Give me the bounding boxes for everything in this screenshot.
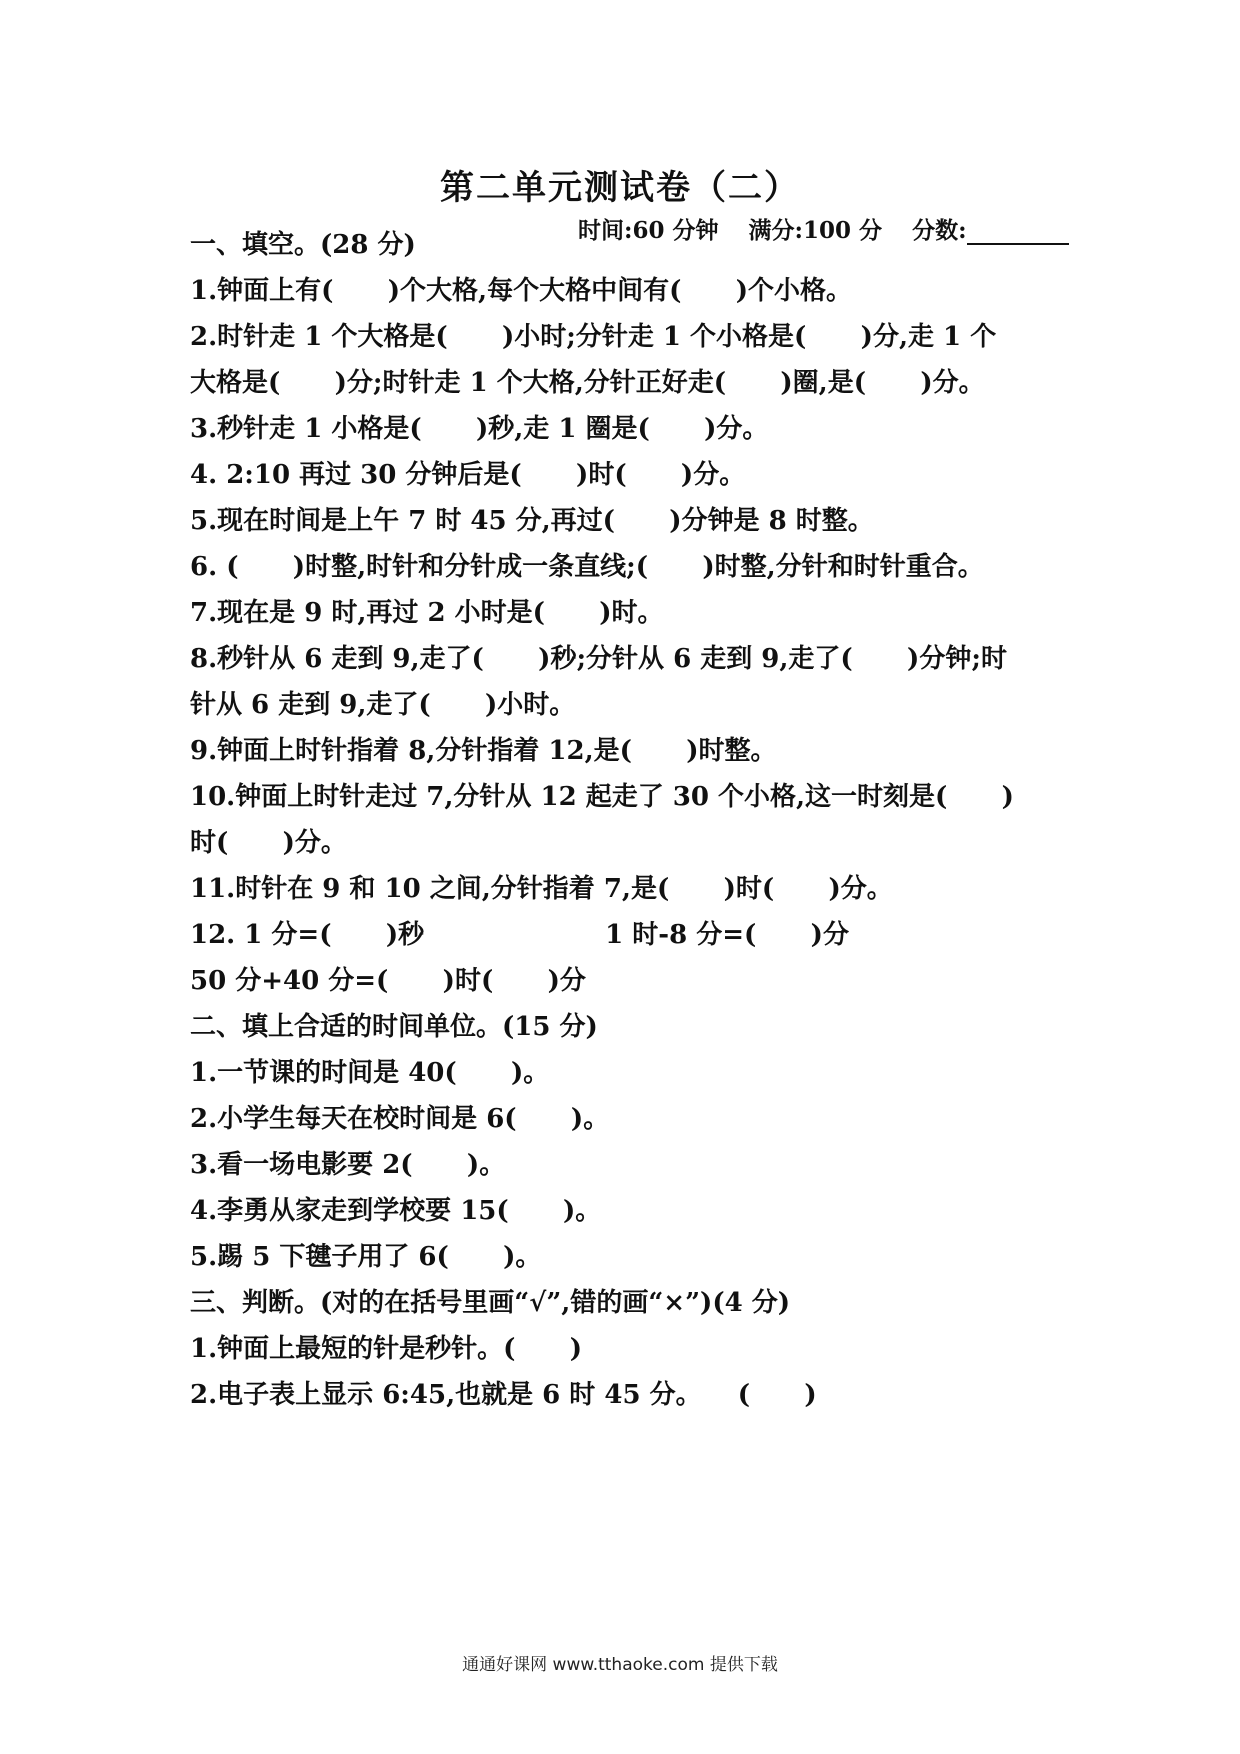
question-line: 2.电子表上显示 6:45,也就是 6 时 45 分。 ( )	[190, 1380, 817, 1410]
section-heading: 三、判断。(对的在括号里画“√”,错的画“×”)(4 分)	[190, 1288, 791, 1318]
question-line: 1.钟面上最短的针是秒针。( )	[190, 1334, 583, 1364]
question-line: 6. ( )时整,时针和分针成一条直线;( )时整,分针和时针重合。	[190, 552, 984, 582]
footer-credit: 通通好课网 www.tthaoke.com 提供下载	[462, 1655, 778, 1675]
question-line: 5.踢 5 下毽子用了 6( )。	[190, 1242, 542, 1272]
question-line: 2.时针走 1 个大格是( )小时;分针走 1 个小格是( )分,走 1 个	[190, 322, 997, 352]
question-line: 12. 1 分=( )秒 1 时-8 分=( )分	[190, 920, 849, 950]
question-line: 大格是( )分;时针走 1 个大格,分针正好走( )圈,是( )分。	[190, 368, 985, 398]
exam-meta	[578, 212, 1069, 245]
section-heading: 二、填上合适的时间单位。(15 分)	[190, 1012, 598, 1042]
question-line: 8.秒针从 6 走到 9,走了( )秒;分针从 6 走到 9,走了( )分钟;时	[190, 644, 1007, 674]
question-line: 3.秒针走 1 小格是( )秒,走 1 圈是( )分。	[190, 414, 769, 444]
exam-time: 时间:60 分钟	[578, 217, 719, 244]
question-line: 1.钟面上有( )个大格,每个大格中间有( )个小格。	[190, 276, 853, 306]
question-line: 9.钟面上时针指着 8,分针指着 12,是( )时整。	[190, 736, 777, 766]
score-blank[interactable]	[967, 221, 1069, 245]
question-line: 2.小学生每天在校时间是 6( )。	[190, 1104, 610, 1134]
question-line: 50 分+40 分=( )时( )分	[190, 966, 586, 996]
question-line: 时( )分。	[190, 828, 347, 858]
question-line: 针从 6 走到 9,走了( )小时。	[190, 690, 576, 720]
question-line: 3.看一场电影要 2( )。	[190, 1150, 506, 1180]
page-title: 第二单元测试卷（二）	[440, 168, 800, 208]
question-line: 5.现在时间是上午 7 时 45 分,再过( )分钟是 8 时整。	[190, 506, 874, 536]
score-label: 分数:	[912, 217, 967, 244]
question-line: 4. 2:10 再过 30 分钟后是( )时( )分。	[190, 460, 746, 490]
question-line: 10.钟面上时针走过 7,分针从 12 起走了 30 个小格,这一时刻是( )	[190, 782, 1014, 812]
exam-full-score: 满分:100 分	[748, 217, 883, 244]
section-heading: 一、填空。(28 分)	[190, 230, 416, 260]
question-line: 4.李勇从家走到学校要 15( )。	[190, 1196, 602, 1226]
question-line: 7.现在是 9 时,再过 2 小时是( )时。	[190, 598, 664, 628]
question-line: 1.一节课的时间是 40( )。	[190, 1058, 550, 1088]
question-line: 11.时针在 9 和 10 之间,分针指着 7,是( )时( )分。	[190, 874, 893, 904]
